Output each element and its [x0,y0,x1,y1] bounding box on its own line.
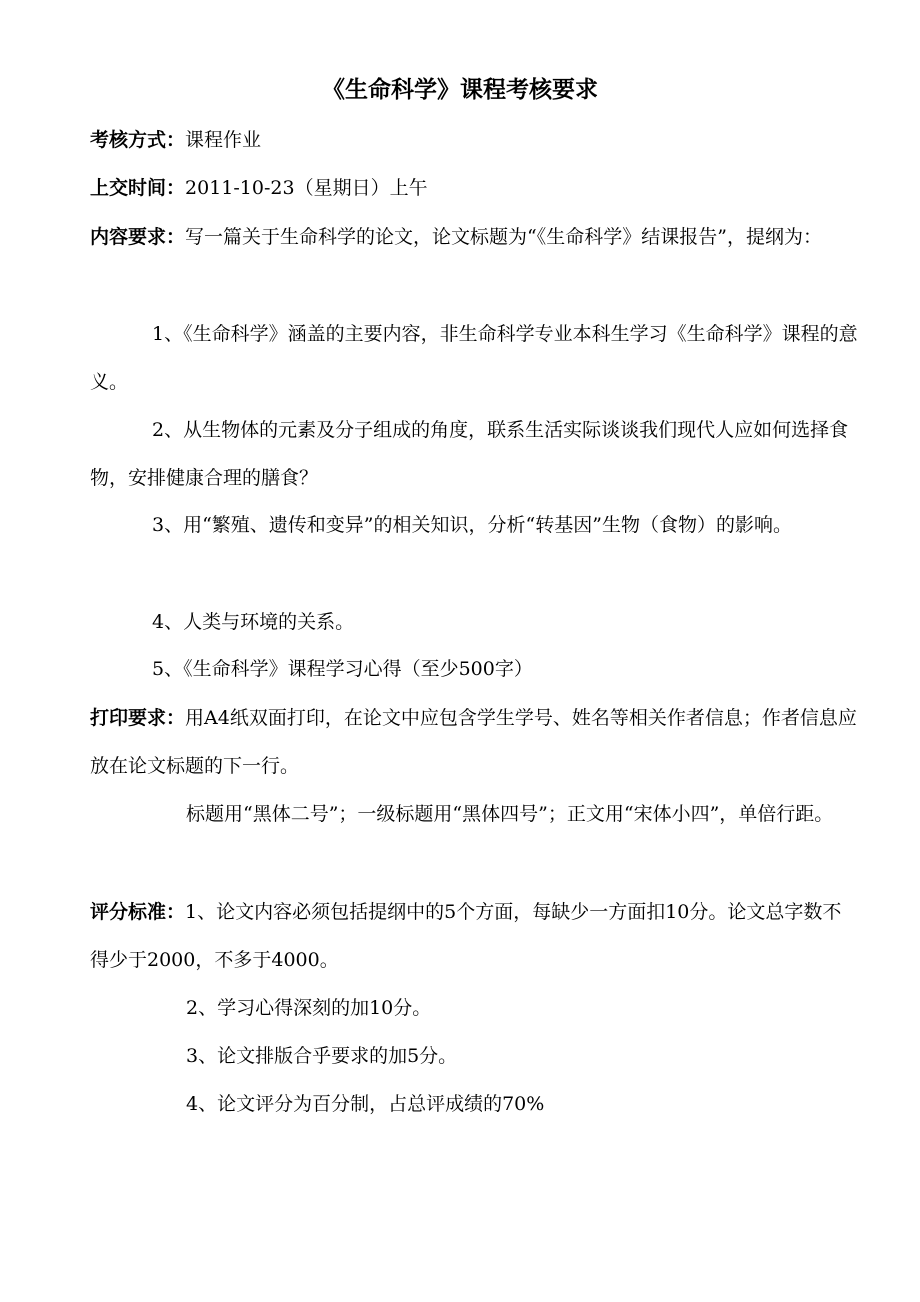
format-requirements: 标题用“黑体二号”；一级标题用“黑体四号”；正文用“宋体小四”，单倍行距。 [186,803,834,825]
deadline-row [90,164,865,212]
assessment-method-label: 考核方式： [90,129,186,151]
outline-item-3: 3、用“繁殖、遗传和变异”的相关知识，分析“转基因”生物（食物）的影响。 [152,514,792,536]
grading-item-1: 1、论文内容必须包括提纲中的5个方面，每缺少一方面扣10分。论文总字数不得少于2000，不多于4000。 [90,901,842,971]
grading-item-2: 2、学习心得深刻的加10分。 [186,997,432,1019]
grading-criteria [90,888,860,984]
page-title: 《生命科学》课程考核要求 [322,76,598,103]
grading-item-3: 3、论文排版合乎要求的加5分。 [186,1045,458,1067]
assessment-method-row [90,116,865,164]
print-requirements [90,694,860,790]
outline-item-2: 2、从生物体的元素及分子组成的角度，联系生活实际谈谈我们现代人应如何选择食物，安排健康合理的膳食？ [90,419,849,489]
deadline-label: 上交时间： [90,177,186,199]
outline-item-5: 5、《生命科学》课程学习心得（至少500字） [152,658,533,680]
content-requirements [90,213,860,261]
grading-criteria-label: 评分标准： [90,901,186,923]
print-requirements-text: 用A4纸双面打印，在论文中应包含学生学号、姓名等相关作者信息；作者信息应放在论文标题的下一行。 [90,707,857,777]
outline-item-1: 1、《生命科学》涵盖的主要内容，非生命科学专业本科生学习《生命科学》课程的意义。 [90,323,858,393]
deadline-value: 2011-10-23（星期日）上午 [185,177,428,199]
assessment-method-value: 课程作业 [185,129,262,151]
grading-item-4: 4、论文评分为百分制，占总评成绩的70% [186,1093,545,1115]
outline-item-4: 4、人类与环境的关系。 [152,611,355,633]
print-requirements-label: 打印要求： [90,707,186,729]
content-requirements-text: 写一篇关于生命科学的论文，论文标题为“《生命科学》结课报告”，提纲为： [185,226,822,248]
content-requirements-label: 内容要求： [90,226,186,248]
